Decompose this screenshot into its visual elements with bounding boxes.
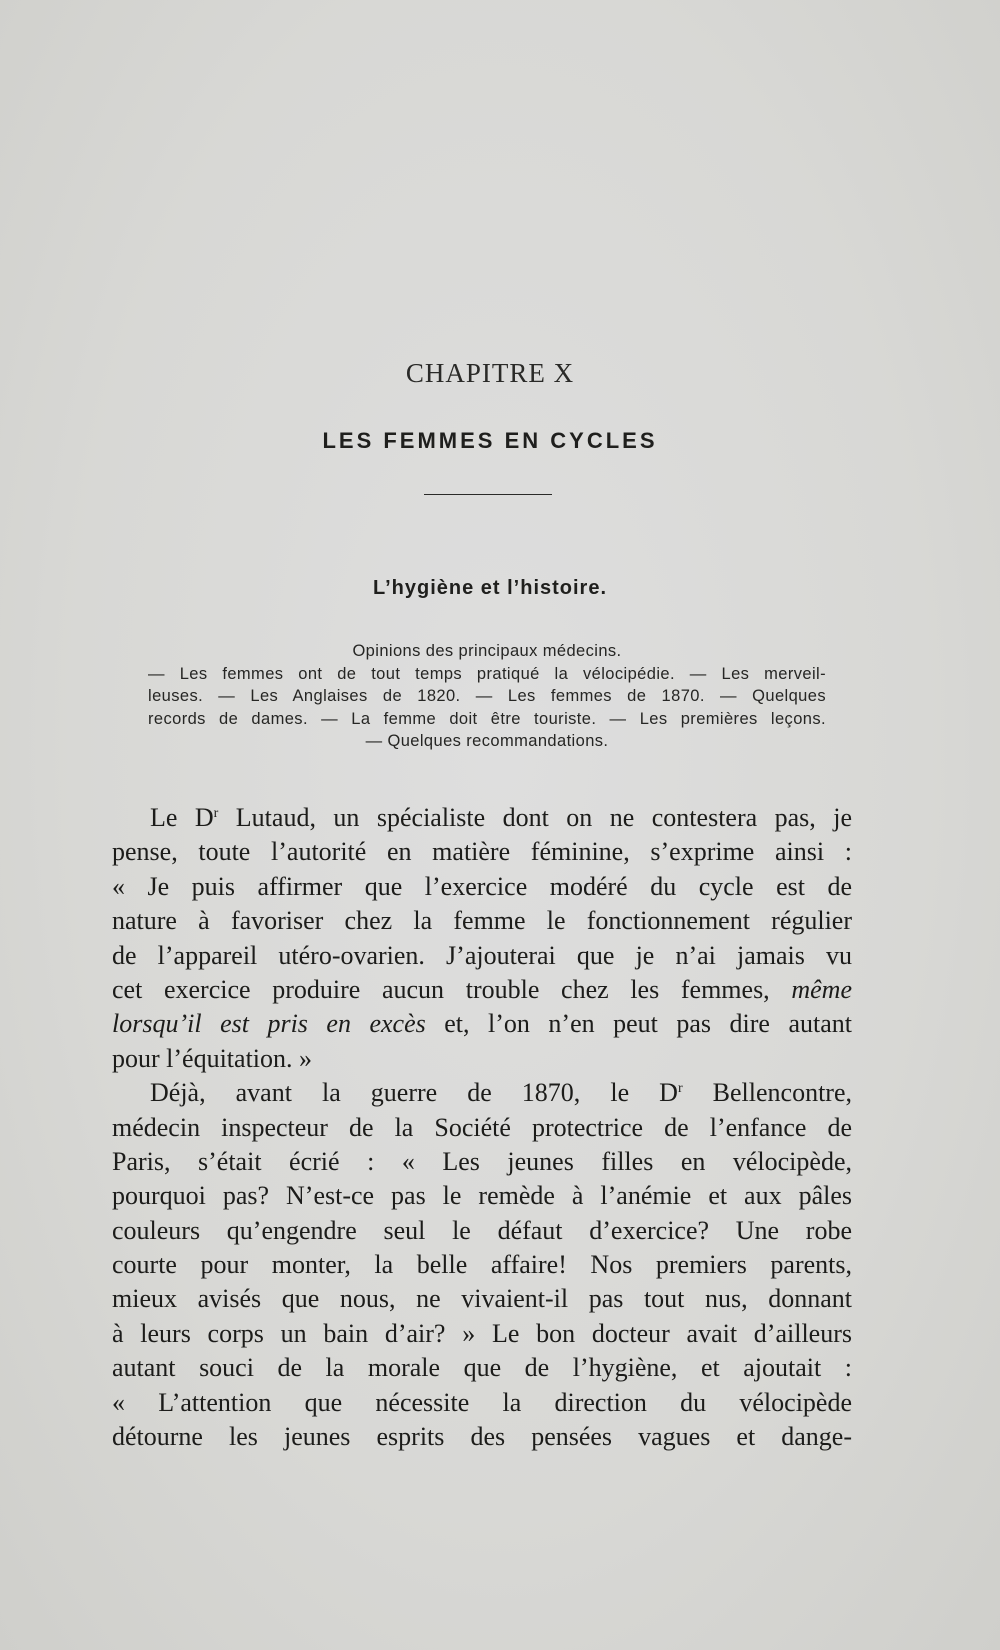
text-line: détourne les jeunes esprits des pensées vagues et dange-: [112, 1422, 852, 1452]
text-line: autant souci de la morale que de l’hygiène, et ajoutait :: [112, 1353, 852, 1383]
text-fragment: Le D: [150, 803, 214, 832]
chapter-title: LES FEMMES EN CYCLES: [322, 428, 658, 453]
text-line: « L’attention que nécessite la direction du vélocipède: [112, 1387, 852, 1417]
text-line: couleurs qu’engendre seul le défaut d’exercice? Une robe: [112, 1215, 852, 1245]
chapter-number: CHAPITRE X: [405, 358, 575, 388]
text-line: pense, toute l’autorité en matière féminine, s’exprime ainsi :: [112, 837, 852, 867]
italic-text: lorsqu’il est pris en excès: [112, 1009, 426, 1039]
title-divider: [424, 494, 552, 495]
summary-line: records de dames. — La femme doit être touriste. — Les premières leçons.: [148, 709, 826, 728]
summary-line: leuses. — Les Anglaises de 1820. — Les femmes de 1870. — Quelques: [148, 687, 826, 705]
text-line: courte pour monter, la belle affaire! Nos premiers parents,: [112, 1250, 852, 1280]
chapter-summary: [148, 640, 826, 753]
text-line: médecin inspecteur de la Société protectrice de l’enfance de: [112, 1112, 852, 1142]
text-line: [112, 973, 852, 1007]
summary-line: Opinions des principaux médecins.: [352, 642, 622, 660]
summary-line: — Les femmes ont de tout temps pratiqué la vélocipédie. — Les merveil-: [148, 664, 826, 683]
text-line: de l’appareil utéro-ovarien. J’ajouterai que je n’ai jamais vu: [112, 940, 852, 970]
text-fragment: cet exercice produire aucun trouble chez les femmes,: [112, 974, 792, 1004]
text-fragment: Déjà, avant la guerre de 1870, le D: [150, 1078, 678, 1108]
text-line: [112, 1076, 852, 1110]
superscript: r: [677, 1081, 683, 1097]
text-line: pour l’équitation. »: [112, 1043, 313, 1073]
italic-text: même: [791, 974, 852, 1004]
text-line: [112, 1007, 852, 1041]
text-fragment: et, l’on n’en peut pas dire autant: [425, 1009, 852, 1039]
superscript: r: [213, 806, 219, 821]
text-fragment: Bellencontre,: [682, 1078, 853, 1108]
section-title: L’hygiène et l’histoire.: [372, 577, 608, 599]
text-fragment: Lutaud, un spécialiste dont on ne contestera pas, je: [218, 803, 852, 832]
text-line: « Je puis affirmer que l’exercice modéré du cycle est de: [112, 871, 852, 901]
text-line: [112, 801, 852, 835]
text-line: Paris, s’était écrié : « Les jeunes filles en vélocipède,: [112, 1146, 852, 1176]
text-line: mieux avisés que nous, ne vivaient-il pas tout nus, donnant: [112, 1284, 852, 1314]
text-line: pourquoi pas? N’est-ce pas le remède à l’anémie et aux pâles: [112, 1181, 852, 1211]
text-line: nature à favoriser chez la femme le fonctionnement régulier: [112, 906, 852, 936]
text-line: à leurs corps un bain d’air? » Le bon docteur avait d’ailleurs: [112, 1318, 852, 1348]
body-text: [112, 801, 852, 1454]
summary-line: — Quelques recommandations.: [365, 732, 609, 750]
